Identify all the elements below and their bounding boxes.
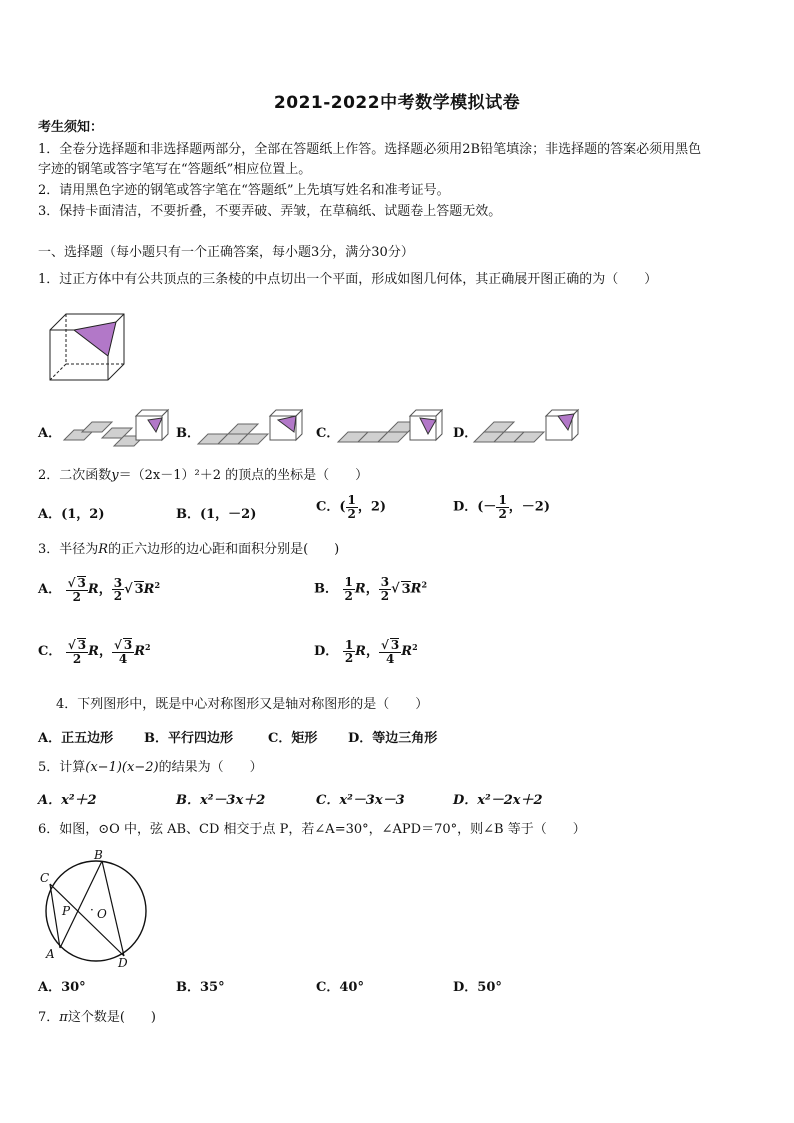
q2-stem-post: ＝（2x－1）²＋2 的顶点的坐标是（ ） xyxy=(118,468,369,483)
fraction xyxy=(343,639,355,665)
q3-stem-post: 的正六边形的边心距和面积分别是( ) xyxy=(108,542,340,557)
notice-item: 1．全卷分选择题和非选择题两部分，全部在答题纸上作答。选择题必须用2B铅笔填涂；非选择题的答案必须用黑色 xyxy=(38,142,702,157)
q3-option-a[interactable]: A． $\frac{√ 3}{2}$ R， $\frac{3}{2}$ √ $3R^2$ xyxy=(38,575,161,604)
q4-option-b[interactable]: B．平行四边形 xyxy=(144,731,233,746)
q1-net-c xyxy=(338,408,448,448)
q2-option-a[interactable]: A．(1，2) xyxy=(38,507,105,522)
exponent: 2 xyxy=(154,579,161,590)
fraction xyxy=(343,576,355,602)
exam-title: 2021-2022中考数学模拟试卷 xyxy=(273,93,521,113)
question-4-stem: 4．下列图形中，既是中心对称图形又是轴对称图形的是（ ） xyxy=(56,697,429,712)
fraction xyxy=(346,494,358,520)
fraction xyxy=(112,638,134,665)
denominator: 2 xyxy=(347,506,356,521)
separator: ， xyxy=(98,644,112,660)
q1-option-d[interactable]: D． xyxy=(453,426,478,441)
q6-label-d: D xyxy=(118,956,128,970)
q5-expression: (x−1)(x−2) xyxy=(85,760,159,775)
question-3-stem xyxy=(38,540,339,560)
q7-stem-post: 这个数是( ) xyxy=(67,1010,156,1025)
exponent: 2 xyxy=(145,641,151,652)
radicand: 3 xyxy=(401,581,411,597)
q3-b-label: B． xyxy=(314,581,338,597)
q3-d-label: D． xyxy=(314,644,339,660)
question-5-stem xyxy=(38,758,263,778)
q4-option-d[interactable]: D．等边三角形 xyxy=(348,731,438,746)
q5-stem-pre: 5．计算 xyxy=(38,760,86,775)
q3-option-b[interactable]: B． $\frac{1}{2}$ R， $\frac{3}{2}$ √ $3R^2$ xyxy=(314,575,428,603)
q2-c-label: C．( xyxy=(316,499,346,515)
q1-option-a[interactable]: A． xyxy=(38,426,62,441)
q6-label-b: B xyxy=(94,848,103,862)
q3-c-label: C． xyxy=(38,644,62,660)
q2-d-tail: ，－2) xyxy=(508,499,550,515)
fraction xyxy=(379,638,401,665)
q1-net-d xyxy=(474,408,584,448)
var-r: R xyxy=(143,582,155,598)
exponent: 2 xyxy=(421,579,428,590)
pi-symbol: π xyxy=(59,1010,68,1025)
numerator: √ 3 xyxy=(113,638,133,652)
notice-item: 字迹的钢笔或答字笔写在“答题纸”相应位置上。 xyxy=(38,162,312,177)
numerator: 1 xyxy=(344,637,354,652)
denominator: 2 xyxy=(72,651,82,666)
radicand: 3 xyxy=(77,638,87,652)
q5-stem-post: 的结果为（ ） xyxy=(158,760,263,775)
q3-a-label: A． xyxy=(38,582,62,598)
notice-item: 2．请用黑色字迹的钢笔或答字笔在“答题纸”上先填写姓名和准考证号。 xyxy=(38,183,450,198)
var-r: R xyxy=(88,644,99,660)
notice-item: 3．保持卡面清洁，不要折叠，不要弄破、弄皱，在草稿纸、试题卷上答题无效。 xyxy=(38,204,502,219)
q5-option-c[interactable]: C．x²－3x－3 xyxy=(316,793,405,808)
question-7-stem xyxy=(38,1008,156,1028)
radicand: 3 xyxy=(77,576,86,590)
numerator: 1 xyxy=(344,575,353,589)
separator: ， xyxy=(98,582,112,598)
q1-net-a xyxy=(64,408,174,448)
var-r: R xyxy=(354,581,366,597)
q1-net-b xyxy=(198,408,308,448)
exponent: 2 xyxy=(412,641,418,652)
q2-option-d[interactable] xyxy=(453,494,550,520)
q3-var-r: R xyxy=(98,542,109,557)
q6-label-o: O xyxy=(97,907,107,921)
radicand: 3 xyxy=(390,638,400,652)
denominator: 2 xyxy=(72,589,81,604)
denominator: 2 xyxy=(498,506,507,521)
q7-stem-pre: 7． xyxy=(38,1010,60,1025)
q6-label-p: P xyxy=(62,904,71,918)
numerator: √ 3 xyxy=(67,576,86,590)
q1-cube-figure xyxy=(46,312,128,384)
q6-option-a[interactable]: A．30° xyxy=(38,980,86,995)
question-6-stem: 6．如图，⊙O 中，弦 AB、CD 相交于点 P，若∠A=30°，∠APD＝70°，则∠B 等于（ ） xyxy=(38,822,586,837)
q5-option-d[interactable]: D．x²－2x＋2 xyxy=(453,793,543,808)
separator: ， xyxy=(365,581,379,597)
fraction xyxy=(379,576,391,602)
numerator: 3 xyxy=(380,575,390,589)
numerator: √ 3 xyxy=(381,638,400,652)
var-r: R xyxy=(355,644,366,660)
var-r: R xyxy=(134,644,146,660)
q6-center-dot: · xyxy=(90,903,94,917)
section-heading: 一、选择题（每小题只有一个正确答案，每小题3分，满分30分） xyxy=(38,245,414,260)
q3-option-d[interactable] xyxy=(314,638,418,665)
denominator: 2 xyxy=(344,588,353,603)
q6-label-a: A xyxy=(46,947,55,961)
denominator: 2 xyxy=(380,588,390,603)
numerator: 3 xyxy=(113,575,123,590)
fraction xyxy=(66,638,88,665)
q2-option-c[interactable] xyxy=(316,494,386,520)
denominator: 2 xyxy=(344,651,354,666)
question-1-stem: 1．过正方体中有公共顶点的三条棱的中点切出一个平面，形成如图几何体，其正确展开图正确的为（ ） xyxy=(38,272,658,287)
fraction xyxy=(112,577,124,603)
numerator: 1 xyxy=(347,493,356,507)
numerator: √ 3 xyxy=(67,638,87,652)
q5-option-a[interactable]: A．x²＋2 xyxy=(38,793,97,808)
q5-option-b[interactable]: B．x²－3x＋2 xyxy=(176,793,266,808)
question-2-stem xyxy=(38,466,368,486)
q2-option-b[interactable]: B．(1，－2) xyxy=(176,507,257,522)
q4-option-c[interactable]: C．矩形 xyxy=(268,731,318,746)
notice-heading: 考生须知： xyxy=(38,120,104,135)
q2-var-y: y xyxy=(111,468,119,483)
radicand: 3 xyxy=(123,638,133,652)
q6-option-d[interactable]: D．50° xyxy=(453,980,502,995)
q2-c-tail: ，2) xyxy=(357,499,387,515)
q2-stem-pre: 2．二次函数 xyxy=(38,468,112,483)
fraction xyxy=(66,576,88,603)
q6-option-c[interactable]: C．40° xyxy=(316,980,364,995)
var-r: R xyxy=(87,582,99,598)
var-r: R xyxy=(401,644,413,660)
q3-option-c[interactable] xyxy=(38,638,151,665)
q1-option-c[interactable]: C． xyxy=(316,426,340,441)
denominator: 4 xyxy=(385,651,395,666)
q3-stem-pre: 3．半径为 xyxy=(38,542,99,557)
radicand: 3 xyxy=(134,582,144,598)
separator: ， xyxy=(365,644,379,660)
numerator: 1 xyxy=(498,493,507,507)
var-r: R xyxy=(410,581,422,597)
denominator: 4 xyxy=(118,651,128,666)
q1-option-b[interactable]: B． xyxy=(176,426,200,441)
q6-label-c: C xyxy=(40,871,50,885)
q2-d-label: D．(－ xyxy=(453,499,497,515)
denominator: 2 xyxy=(113,589,123,604)
q6-option-b[interactable]: B．35° xyxy=(176,980,225,995)
q4-option-a[interactable]: A．正五边形 xyxy=(38,731,114,746)
fraction xyxy=(496,494,508,520)
